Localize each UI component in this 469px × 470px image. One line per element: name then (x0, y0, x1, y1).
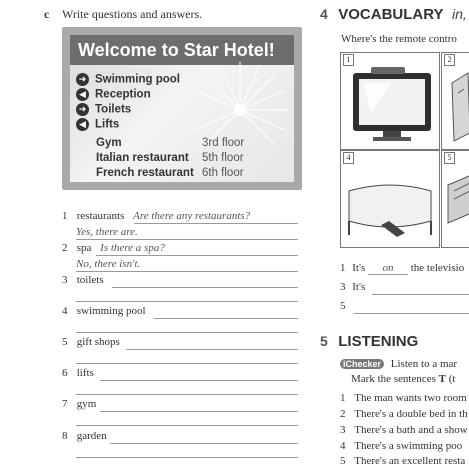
answer-line[interactable] (100, 411, 298, 412)
answer-line[interactable] (134, 223, 298, 224)
vocab-item-5: 5 (340, 300, 346, 312)
arrow-left-icon: ◀ (76, 88, 89, 101)
question-5: 5 gift shops (62, 336, 120, 348)
ichecker-badge: iChecker (340, 359, 384, 369)
answer-line[interactable] (76, 425, 298, 426)
listening-instruction-2: Mark the sentences T (t (351, 373, 456, 385)
model-answer: No, there isn't. (76, 258, 141, 270)
question-2: 2 spa Is there a spa? (62, 242, 165, 254)
arrow-right-icon: ➜ (76, 73, 89, 86)
answer-line[interactable] (76, 394, 298, 395)
direction-lifts: ◀ Lifts (76, 118, 119, 131)
floor-place: French restaurant (96, 167, 194, 179)
vocab-item-1: 1 It's on the televisio (340, 262, 465, 274)
answer-line[interactable] (126, 349, 298, 350)
listening-heading: 5 LISTENING (320, 333, 419, 350)
answer-line[interactable] (76, 363, 298, 364)
picture-number: 5 (444, 152, 455, 164)
answer-line[interactable] (96, 255, 298, 256)
model-question: Are there any restaurants? (133, 210, 251, 222)
object-illustration (442, 151, 469, 247)
question-4: 4 swimming pool (62, 305, 146, 317)
question-prompt: spa (76, 242, 92, 254)
picture-tv (340, 52, 440, 150)
answer-line[interactable] (110, 443, 298, 444)
answer-line[interactable] (100, 380, 298, 381)
object-illustration (442, 53, 469, 149)
floor-level: 5th floor (202, 152, 244, 164)
question-8: 8 garden (62, 430, 107, 442)
question-prompt: gift shops (76, 336, 120, 348)
question-7: 7 gym (62, 398, 97, 410)
picture-number: 4 (343, 152, 354, 164)
hotel-sign (62, 27, 302, 190)
question-prompt: restaurants (76, 210, 125, 222)
answer-line[interactable] (154, 318, 298, 319)
sign-title: Welcome to Star Hotel! (78, 40, 275, 60)
answer-line[interactable] (76, 271, 298, 272)
question-6: 6 lifts (62, 367, 94, 379)
statement-1: 1 The man wants two room (340, 392, 467, 404)
vocab-answer[interactable]: on (368, 262, 408, 275)
direction-swimming-pool: ➜ Swimming pool (76, 73, 180, 86)
listening-instruction: iChecker Listen to a mar (340, 358, 457, 370)
picture-bed (340, 150, 440, 248)
statement-4: 4 There's a swimming poo (340, 440, 463, 452)
answer-line[interactable] (76, 301, 298, 302)
question-prompt: gym (76, 398, 97, 410)
floor-place: Italian restaurant (96, 152, 189, 164)
vocabulary-instruction: Where's the remote contro (341, 33, 457, 45)
vocabulary-heading: 4 VOCABULARY in, (320, 6, 467, 23)
question-prompt: swimming pool (76, 305, 146, 317)
exercise-instruction: Write questions and answers. (62, 7, 203, 21)
picture-partial-5 (441, 150, 469, 248)
question-prompt: lifts (76, 367, 94, 379)
direction-toilets: ➜ Toilets (76, 103, 131, 116)
floor-level: 3rd floor (202, 137, 245, 149)
statement-2: 2 There's a double bed in th (340, 408, 468, 420)
answer-line[interactable] (76, 332, 298, 333)
answer-line[interactable] (112, 287, 298, 288)
picture-partial-2 (441, 52, 469, 150)
floor-place: Gym (96, 137, 122, 149)
picture-number: 1 (343, 54, 354, 66)
answer-line[interactable] (76, 239, 298, 240)
arrow-right-icon: ➜ (76, 103, 89, 116)
direction-reception: ◀ Reception (76, 88, 151, 101)
exercise-letter: c (44, 7, 50, 21)
answer-line[interactable] (354, 313, 469, 314)
statement-5: 5 There's an excellent resta (340, 455, 466, 467)
picture-number: 2 (444, 54, 455, 66)
floor-level: 6th floor (202, 167, 244, 179)
question-prompt: garden (76, 430, 107, 442)
bed-illustration (341, 151, 439, 247)
arrow-left-icon: ◀ (76, 118, 89, 131)
vocab-item-3: 3 It's (340, 281, 366, 293)
question-3: 3 toilets (62, 274, 104, 286)
statement-3: 3 There's a bath and a show (340, 424, 468, 436)
answer-line[interactable] (372, 294, 469, 295)
model-question: Is there a spa? (100, 242, 165, 254)
television-illustration (341, 53, 439, 149)
question-prompt: toilets (76, 274, 104, 286)
model-answer: Yes, there are. (76, 226, 138, 238)
question-1: 1 restaurants Are there any restaurants? (62, 210, 251, 222)
answer-line[interactable] (76, 457, 298, 458)
